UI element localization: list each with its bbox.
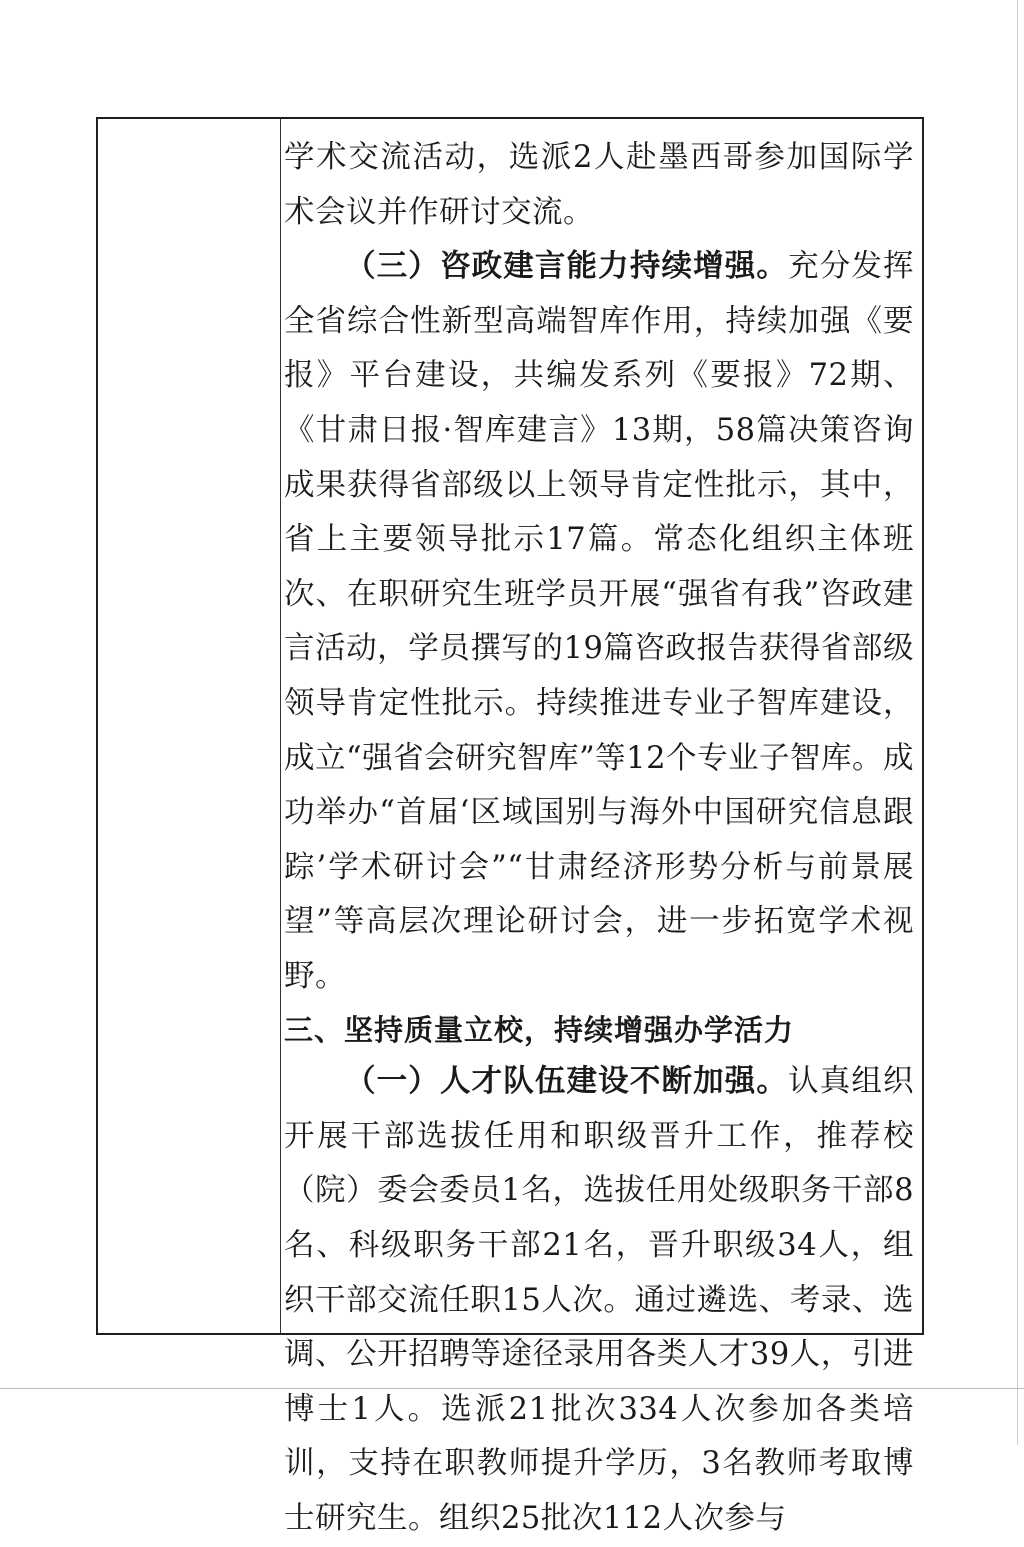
document-table-frame [96,117,924,1536]
scan-bottom-line [0,1388,1024,1389]
section-3-body: 充分发挥全省综合性新型高端智库作用，持续加强《要报》平台建设，共编发系列《要报》72期、《甘肃日报·智库建言》13期，58篇决策咨询成果获得省部级以上领导肯定性批示，其中，省上主要领导批示17篇。常态化组织主体班次、在职研究生班学员开展“强省有我”咨政建言活动，学员撰写的19篇咨政报告获得省部级领导肯定性批示。持续推进专业子智库建设，成立“强省会研究智库”等12个专业子智库。成功举办“首届‘区域国别与海外中国研究信息跟踪’学术研讨会”“甘肃经济形势分析与前景展望”等高层次理论研讨会，进一步拓宽学术视野。 [284,249,915,994]
intro-paragraph: 学术交流活动，选派2人赴墨西哥参加国际学术会议并作研讨交流。 [284,140,914,230]
subsection-1-heading: （一）人才队伍建设不断加强。 [345,1064,789,1100]
section-3-heading: （三）咨政建言能力持续增强。 [345,249,789,285]
section-3-paragraph [284,240,914,1004]
subsection-1-body: 认真组织开展干部选拔任用和职级晋升工作，推荐校（院）委会委员1名，选拔任用处级职务干部8名、科级职务干部21名，晋升职级34人，组织干部交流任职15人次。通过遴选、考录、选调、公开招聘等途径录用各类人才39人，引进博士1人。选派21批次334人次参加各类培训，支持在职教师提升学历，3名教师考取博士研究生。组织25批次112人次参与 [284,1064,915,1536]
scan-edge-line [1017,0,1018,1445]
document-body [284,131,915,1536]
main-heading: 三、坚持质量立校，持续增强办学活力 [284,1012,795,1047]
column-divider [280,119,281,1333]
subsection-1-paragraph [284,1055,914,1546]
